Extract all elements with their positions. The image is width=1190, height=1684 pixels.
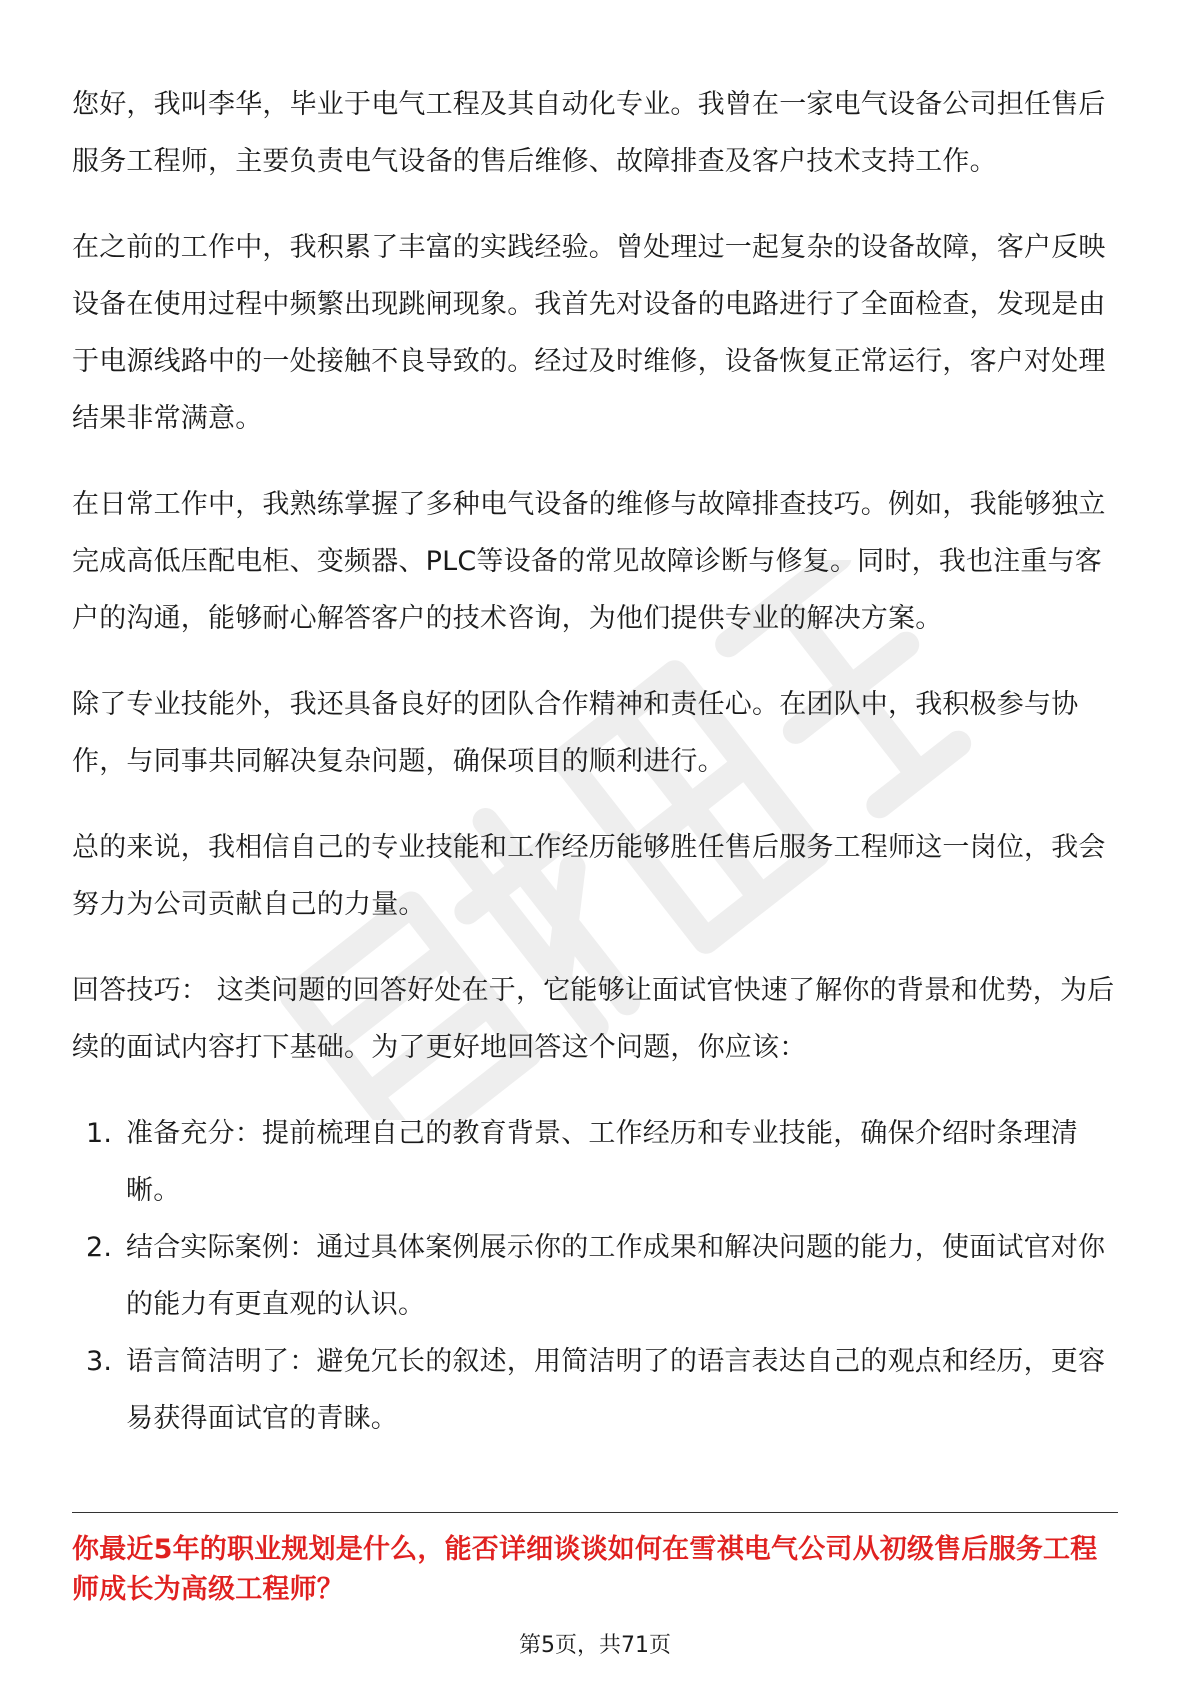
list-item xyxy=(72,1105,1118,1219)
list-item-number: 1. xyxy=(86,1118,113,1149)
answer-tips-intro: 回答技巧： 这类问题的回答好处在于，它能够让面试官快速了解你的背景和优势，为后续的面试内容打下基础。为了更好地回答这个问题，你应该： xyxy=(72,975,1115,1063)
page-number: 第5页，共71页 xyxy=(519,1633,671,1658)
paragraph-summary: 总的来说，我相信自己的专业技能和工作经历能够胜任售后服务工程师这一岗位，我会努力为公司贡献自己的力量。 xyxy=(72,832,1106,920)
list-item-text: 结合实际案例：通过具体案例展示你的工作成果和解决问题的能力，使面试官对你的能力有更直观的认识。 xyxy=(126,1232,1106,1320)
list-item xyxy=(72,1219,1118,1333)
section-divider xyxy=(72,1512,1118,1513)
list-item-text: 准备充分：提前梳理自己的教育背景、工作经历和专业技能，确保介绍时条理清晰。 xyxy=(126,1118,1078,1206)
list-item-number: 2. xyxy=(86,1232,113,1263)
list-item-text: 语言简洁明了：避免冗长的叙述，用简洁明了的语言表达自己的观点和经历，更容易获得面试官的青睐。 xyxy=(126,1346,1106,1434)
paragraph-intro: 您好，我叫李华，毕业于电气工程及其自动化专业。我曾在一家电气设备公司担任售后服务工程师，主要负责电气设备的售后维修、故障排查及客户技术支持工作。 xyxy=(72,89,1106,177)
next-question-heading: 你最近5年的职业规划是什么，能否详细谈谈如何在雪祺电气公司从初级售后服务工程师成长为高级工程师？ xyxy=(72,1534,1098,1605)
answer-tips-list xyxy=(72,1105,1118,1447)
paragraph-experience: 在之前的工作中，我积累了丰富的实践经验。曾处理过一起复杂的设备故障，客户反映设备在使用过程中频繁出现跳闸现象。我首先对设备的电路进行了全面检查，发现是由于电源线路中的一处接触不良导致的。经过及时维修，设备恢复正常运行，客户对处理结果非常满意。 xyxy=(72,232,1106,434)
paragraph-teamwork: 除了专业技能外，我还具备良好的团队合作精神和责任心。在团队中，我积极参与协作，与同事共同解决复杂问题，确保项目的顺利进行。 xyxy=(72,689,1079,777)
list-item-number: 3. xyxy=(86,1346,113,1377)
list-item xyxy=(72,1333,1118,1447)
main-content xyxy=(72,76,1118,1447)
paragraph-skills: 在日常工作中，我熟练掌握了多种电气设备的维修与故障排查技巧。例如，我能够独立完成高低压配电柜、变频器、PLC等设备的常见故障诊断与修复。同时，我也注重与客户的沟通，能够耐心解答客户的技术咨询，为他们提供专业的解决方案。 xyxy=(72,489,1106,634)
